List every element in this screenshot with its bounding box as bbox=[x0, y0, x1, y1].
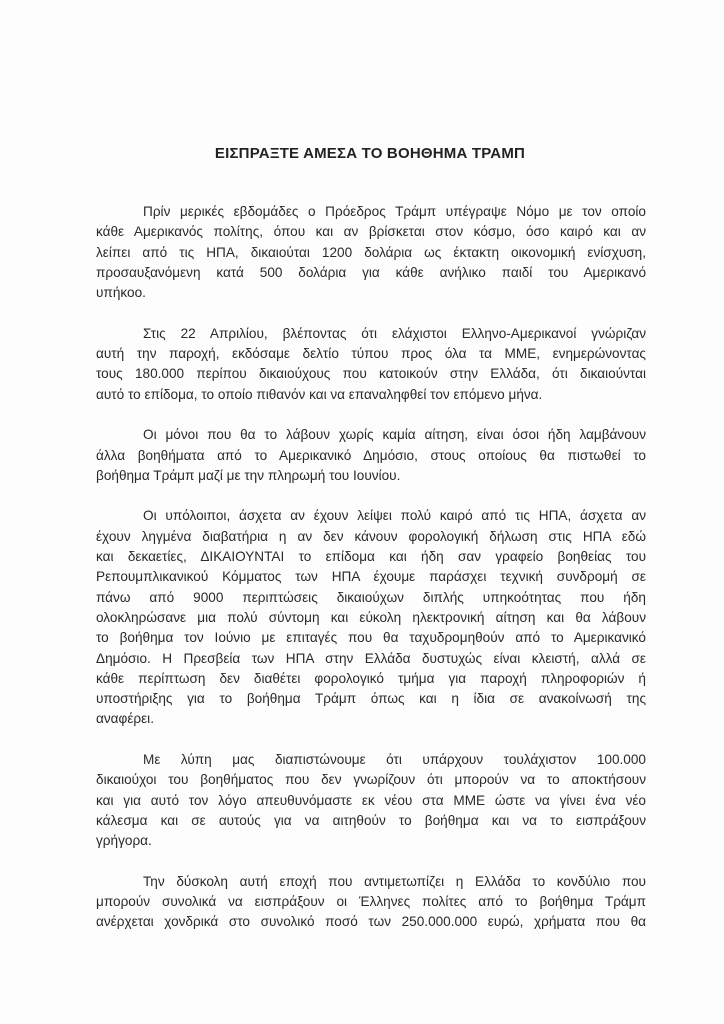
text-line: αυτό το επίδομα, το οποίο πιθανόν και να επαναληφθεί τον επόμενο μήνα. bbox=[96, 386, 543, 402]
text-line: τους 180.000 περίπου δικαιούχους που κατοικούν στην Ελλάδα, ότι δικαιούνται bbox=[96, 366, 646, 382]
paragraph bbox=[96, 324, 646, 405]
text-line: το βοήθημα τον Ιούνιο με επιταγές που θα ταχυδρομηθούν από το Αμερικανικό bbox=[96, 630, 646, 646]
text-line: υπήκοο. bbox=[96, 285, 146, 301]
text-line: βοήθημα Τράμπ μαζί με την πληρωμή του Ιουνίου. bbox=[96, 467, 401, 483]
document-body bbox=[96, 202, 646, 953]
text-line: προσαυξανόμενη κατά 500 δολάρια για κάθε ανήλικο παιδί του Αμερικανό bbox=[96, 264, 646, 280]
paragraph bbox=[96, 872, 646, 933]
paragraph bbox=[96, 425, 646, 486]
text-line: υποστήριξης για το βοήθημα Τράμπ όπως και η ίδια σε ανακοίνωσή της bbox=[96, 691, 646, 707]
text-line: δικαιούχοι του βοηθήματος που δεν γνωρίζουν ότι μπορούν να το αποκτήσουν bbox=[96, 772, 646, 788]
text-line: πάνω από 9000 περιπτώσεις δικαιούχων διπλής υπηκοότητας που ήδη bbox=[96, 589, 646, 605]
text-line: Ρεπουμπλικανικού Κόμματος των ΗΠΑ έχουμε παράσχει τεχνική συνδρομή σε bbox=[96, 569, 646, 585]
text-line: Με λύπη μας διαπιστώνουμε ότι υπάρχουν τουλάχιστον 100.000 bbox=[143, 752, 646, 768]
text-line: γρήγορα. bbox=[96, 833, 152, 849]
text-line: κάθε περίπτωση δεν διαθέτει φορολογικό τμήμα για παροχή πληροφοριών ή bbox=[96, 670, 646, 686]
paragraph bbox=[96, 202, 646, 303]
text-line: λείπει από τις ΗΠΑ, δικαιούται 1200 δολάρια ως έκτακτη οικονομική ενίσχυση, bbox=[96, 244, 646, 260]
text-line: άλλα βοηθήματα από το Αμερικανικό Δημόσιο, στους οποίους θα πιστωθεί το bbox=[96, 447, 646, 463]
text-line: Οι μόνοι που θα το λάβουν χωρίς καμία αίτηση, είναι όσοι ήδη λαμβάνουν bbox=[143, 427, 646, 443]
text-line: Στις 22 Απριλίου, βλέποντας ότι ελάχιστοι Ελληνο-Αμερικανοί γνώριζαν bbox=[143, 325, 646, 341]
text-line: Οι υπόλοιποι, άσχετα αν έχουν λείψει πολύ καιρό από τις ΗΠΑ, άσχετα αν bbox=[143, 508, 646, 524]
document-title: ΕΙΣΠΡΑΞΤΕ ΑΜΕΣΑ ΤΟ ΒΟΗΘΗΜΑ ΤΡΑΜΠ bbox=[214, 145, 526, 162]
text-line: Δημόσιο. Η Πρεσβεία των ΗΠΑ στην Ελλάδα δυστυχώς είναι κλειστή, αλλά σε bbox=[96, 650, 646, 666]
text-line: κάλεσμα και σε αυτούς για να αιτηθούν το βοήθημα και να το εισπράξουν bbox=[96, 812, 646, 828]
text-line: ανέρχεται χονδρικά στο συνολικό ποσό των 250.000.000 ευρώ, χρήματα που θα bbox=[96, 914, 646, 930]
paragraph bbox=[96, 506, 646, 729]
text-line: έχουν ληγμένα διαβατήρια η αν δεν κάνουν φορολογική δήλωση στις ΗΠΑ εδώ bbox=[96, 528, 646, 544]
text-line: αναφέρει. bbox=[96, 711, 154, 727]
text-line: Πρίν μερικές εβδομάδες ο Πρόεδρος Τράμπ υπέγραψε Νόμο με τον οποίο bbox=[143, 204, 646, 219]
text-line: και για αυτό τον λόγο απευθυνόμαστε εκ νέου στα ΜΜΕ ώστε να γίνει ένα νέο bbox=[96, 792, 646, 808]
paragraph bbox=[96, 750, 646, 851]
text-line: και δεκαετίες, ΔΙΚΑΙΟΥΝΤΑΙ το επίδομα και ήδη σαν γραφείο βοηθείας του bbox=[96, 549, 646, 565]
text-line: αυτή την παροχή, εκδόσαμε δελτίο τύπου προς όλα τα ΜΜΕ, ενημερώνοντας bbox=[96, 346, 646, 362]
text-line: Την δύσκολη αυτή εποχή που αντιμετωπίζει η Ελλάδα το κονδύλιο που bbox=[143, 873, 646, 889]
text-line: μπορούν συνολικά να εισπράξουν οι Έλληνες πολίτες από το βοήθημα Τράμπ bbox=[96, 894, 646, 910]
text-line: κάθε Αμερικανός πολίτης, όπου και αν βρίσκεται στον κόσμο, όσο καιρό και αν bbox=[96, 224, 646, 240]
text-line: ολοκληρώσανε μια πολύ σύντομη και εύκολη ηλεκτρονική αίτηση και θα λάβουν bbox=[96, 609, 646, 625]
